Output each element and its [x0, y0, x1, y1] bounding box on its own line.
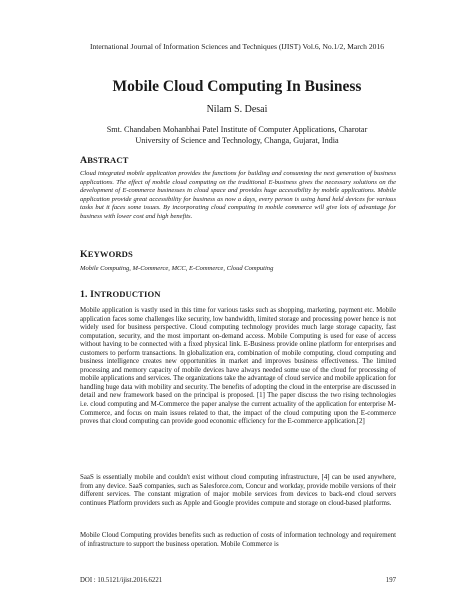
- introduction-paragraph-2: SaaS is essentially mobile and couldn't exist without cloud computing infrastructure, [4] can be used anywhere, from any device. SaaS companies, such as Salesforce.com, Concur and workday, provide mobile versions of their different services. The constant migration of major mobile services from devices to back-end cloud servers continues Platform providers such as Apple and Google provides compute and storage on cloud-based platforms.: [80, 474, 396, 507]
- introduction-heading-rest: NTRODUCTION: [94, 289, 161, 299]
- journal-header: International Journal of Information Sciences and Techniques (IJIST) Vol.6, No.1/2, March 2016: [89, 42, 385, 51]
- keywords-heading-rest: EYWORDS: [87, 249, 133, 259]
- paper-title: Mobile Cloud Computing In Business: [112, 78, 362, 95]
- keywords-text: Mobile Computing, M-Commerce, MCC, E-Commerce, Cloud Computing: [80, 265, 274, 272]
- abstract-heading: [80, 155, 128, 166]
- introduction-paragraph-3: Mobile Cloud Computing provides benefits such as reduction of costs of information technology and requirement of infrastructure to support the business operation. Mobile Commerce is: [80, 532, 396, 548]
- author-name: Nilam S. Desai: [206, 104, 268, 115]
- abstract-heading-rest: BSTRACT: [87, 155, 129, 165]
- footer-doi: DOI : 10.5121/ijist.2016.6221: [80, 577, 163, 584]
- affiliation-line-1: Smt. Chandaben Mohanbhai Patel Institute of Computer Applications, Charotar: [106, 125, 368, 134]
- keywords-heading: [80, 249, 133, 260]
- introduction-paragraph-1: Mobile application is vastly used in this time for various tasks such as shopping, marketing, payment etc. Mobile application faces some challenges like security, low bandwidth, limited storage and processing power hence is not widely used for business perspective. Cloud computing technology provides much large storage capacity, fast computation, security, and the most important on-demand access. Mobile Computing is used for ease of access without having to be connected with a fixed physical link. E-Business provide online platform for enterprises and customers to perform transactions. In globalization era, combination of mobile computing, cloud computing and business intelligence creates new opportunities in market and improves business effectiveness. The limited processing and memory capacity of mobile devices have always needed some use of the cloud for processing of mobile applications and services. The organizations take the advantage of cloud service and mobile application for handling huge data with mobility and security. The benefits of adopting the cloud in the enterprise are discussed in detail and new framework based on the principal is proposed. [1] The paper discuss the two rising technologies i.e. cloud computing and M-Commerce the paper analyse the current actuality of the application for enterprise M-Commerce, and focus on main issues related to that, the impact of the cloud computing upon the E-commerce proves that cloud computing can provide good economic efficiency for the E-commerce application.[2]: [80, 307, 396, 426]
- footer-page-number: 197: [385, 577, 396, 584]
- abstract-text: Cloud integrated mobile application provides the functions for building and consuming the next generation of business applications. The effect of mobile cloud computing on the traditional E-business gives the necessary solutions on the development of E-commerce businesses in cloud space and provides huge accessibility by mobile applications. Mobile application provide great accessibility for business as now a days, every person is using hand held devices for various tasks but it faces some issues. By incorporating cloud computing in mobile commerce will give lots of advantage for business with lower cost and high benefits.: [80, 170, 396, 220]
- keywords-heading-cap: K: [80, 249, 88, 260]
- introduction-heading-cap: 1. I: [80, 289, 95, 300]
- abstract-heading-cap: A: [80, 155, 88, 166]
- introduction-heading: [80, 289, 161, 300]
- affiliation-line-2: University of Science and Technology, Changa, Gujarat, India: [135, 135, 339, 145]
- author-affiliation: [0, 125, 474, 146]
